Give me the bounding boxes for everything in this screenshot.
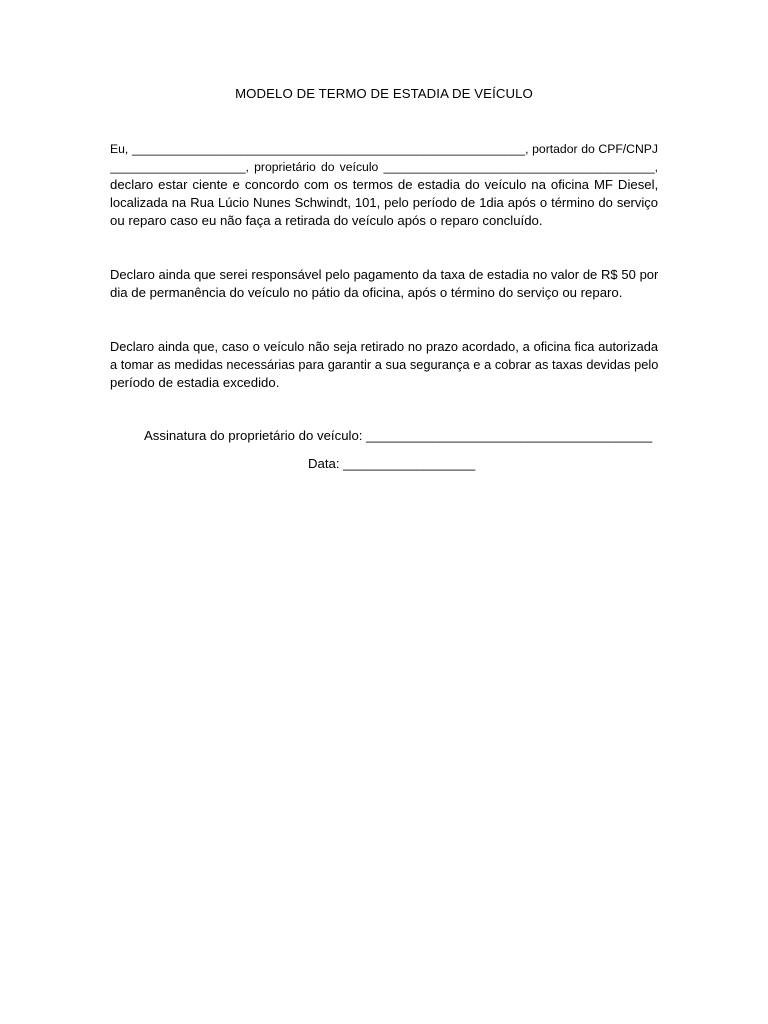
paragraph-identification: [110, 140, 658, 230]
paragraph-fee: [110, 266, 658, 302]
document-title: MODELO DE TERMO DE ESTADIA DE VEÍCULO: [235, 86, 533, 101]
paragraph-line: a tomar as medidas necessárias para garantir a sua segurança e a cobrar as taxas devidas pelo: [110, 357, 658, 372]
signature-line: Assinatura do proprietário do veículo: _______________________________________: [144, 428, 653, 443]
paragraph-line: localizada na Rua Lúcio Nunes Schwindt, 101, pelo período de 1dia após o término do serviço: [110, 195, 658, 210]
paragraph-line: Declaro ainda que, caso o veículo não seja retirado no prazo acordado, a oficina fica autorizada: [110, 339, 658, 354]
paragraph-line: período de estadia excedido.: [110, 375, 280, 390]
paragraph-line: Eu, __________________________________________________________, portador do CPF/CNPJ: [110, 142, 658, 156]
paragraph-line: ou reparo caso eu não faça a retirada do veículo após o reparo concluído.: [110, 213, 543, 228]
paragraph-line: dia de permanência do veículo no pátio da oficina, após o término do serviço ou reparo.: [110, 285, 623, 300]
paragraph-line: declaro estar ciente e concordo com os termos de estadia do veículo na oficina MF Diesel,: [110, 177, 658, 192]
paragraph-line: Declaro ainda que serei responsável pelo pagamento da taxa de estadia no valor de R$ 50 por: [110, 267, 658, 282]
paragraph-authorization: [110, 338, 658, 392]
date-line: Data: __________________: [308, 456, 476, 471]
paragraph-line: ____________________, proprietário do veículo ________________________________________,: [110, 160, 658, 174]
